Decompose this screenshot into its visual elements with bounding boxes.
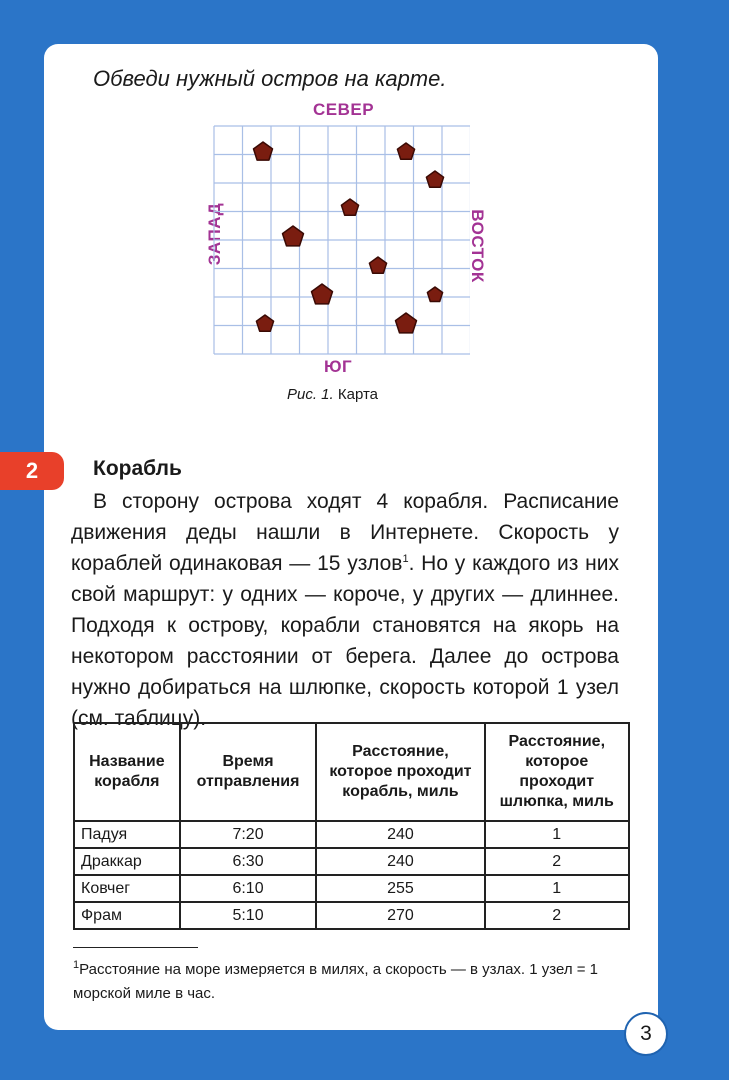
task-paragraph bbox=[71, 486, 619, 734]
table-row bbox=[74, 902, 629, 929]
table-row bbox=[74, 875, 629, 902]
map-label-south: ЮГ bbox=[324, 357, 353, 376]
island-marker[interactable] bbox=[426, 171, 443, 187]
cell-ship-distance: 270 bbox=[316, 902, 484, 929]
cell-departure-time: 6:30 bbox=[180, 848, 317, 875]
island-marker[interactable] bbox=[369, 257, 386, 273]
cell-ship-distance: 240 bbox=[316, 848, 484, 875]
section-title: Корабль bbox=[93, 457, 182, 480]
map-label-east-text: ВОСТОК bbox=[468, 208, 487, 283]
footnote-text: Расстояние на море измеряется в милях, а скорость — в узлах. 1 узел = 1 морской миле в час. bbox=[73, 961, 599, 1002]
instruction-text: Обведи нужный остров на карте. bbox=[93, 66, 447, 91]
cell-boat-distance: 1 bbox=[485, 821, 630, 848]
cell-boat-distance: 2 bbox=[485, 848, 630, 875]
header-ship-name: Название корабля bbox=[74, 723, 180, 821]
island-marker[interactable] bbox=[254, 142, 273, 160]
header-boat-distance: Расстояние, которое проходит шлюпка, миль bbox=[485, 723, 630, 821]
island-marker[interactable] bbox=[283, 226, 304, 246]
island-marker[interactable] bbox=[312, 284, 333, 304]
header-departure-time: Время отправления bbox=[180, 723, 317, 821]
paragraph-part-1: В сторону острова ходят 4 корабля. Расписание движения деды нашли в Интернете. Скорость у кораблей одинаковая — 15 узлов bbox=[71, 490, 619, 575]
island-map bbox=[208, 118, 470, 358]
cell-ship-name: Ковчег bbox=[74, 875, 180, 902]
table-row bbox=[74, 848, 629, 875]
page-number: 3 bbox=[624, 1012, 668, 1056]
island-marker[interactable] bbox=[427, 287, 442, 302]
cell-boat-distance: 1 bbox=[485, 875, 630, 902]
table-header-row bbox=[74, 723, 629, 821]
cell-ship-name: Фрам bbox=[74, 902, 180, 929]
cell-ship-distance: 240 bbox=[316, 821, 484, 848]
map-label-west-text: ЗАПАД bbox=[205, 202, 224, 265]
figure-caption-text: Карта bbox=[337, 386, 379, 403]
ships-table bbox=[73, 722, 630, 930]
cell-departure-time: 6:10 bbox=[180, 875, 317, 902]
cell-ship-name: Падуя bbox=[74, 821, 180, 848]
header-ship-distance: Расстояние, которое проходит корабль, миль bbox=[316, 723, 484, 821]
cell-boat-distance: 2 bbox=[485, 902, 630, 929]
cell-ship-distance: 255 bbox=[316, 875, 484, 902]
task-number-tab: 2 bbox=[0, 452, 64, 490]
table-row bbox=[74, 821, 629, 848]
figure-caption bbox=[287, 386, 378, 403]
map-grid bbox=[214, 126, 470, 354]
cell-departure-time: 5:10 bbox=[180, 902, 317, 929]
footnote-mark: 1 bbox=[73, 959, 80, 971]
island-marker[interactable] bbox=[397, 143, 414, 159]
footnote-reference[interactable]: 1 bbox=[402, 553, 409, 565]
paragraph-part-2: . Но у каждого из них свой маршрут: у одних — короче, у других — длиннее. Подходя к острову, корабли становятся на якорь на некотором расстоянии от берега. Далее до острова нужно добираться на шлюпке, скорость которой 1 узел (см. таблицу). bbox=[71, 552, 619, 730]
footnote bbox=[73, 958, 630, 1006]
map-label-north: СЕВЕР bbox=[313, 100, 375, 119]
map-islands bbox=[254, 142, 444, 333]
cell-ship-name: Драккар bbox=[74, 848, 180, 875]
cell-departure-time: 7:20 bbox=[180, 821, 317, 848]
figure-caption-label: Рис. 1. bbox=[287, 386, 334, 403]
footnote-divider bbox=[73, 947, 198, 948]
